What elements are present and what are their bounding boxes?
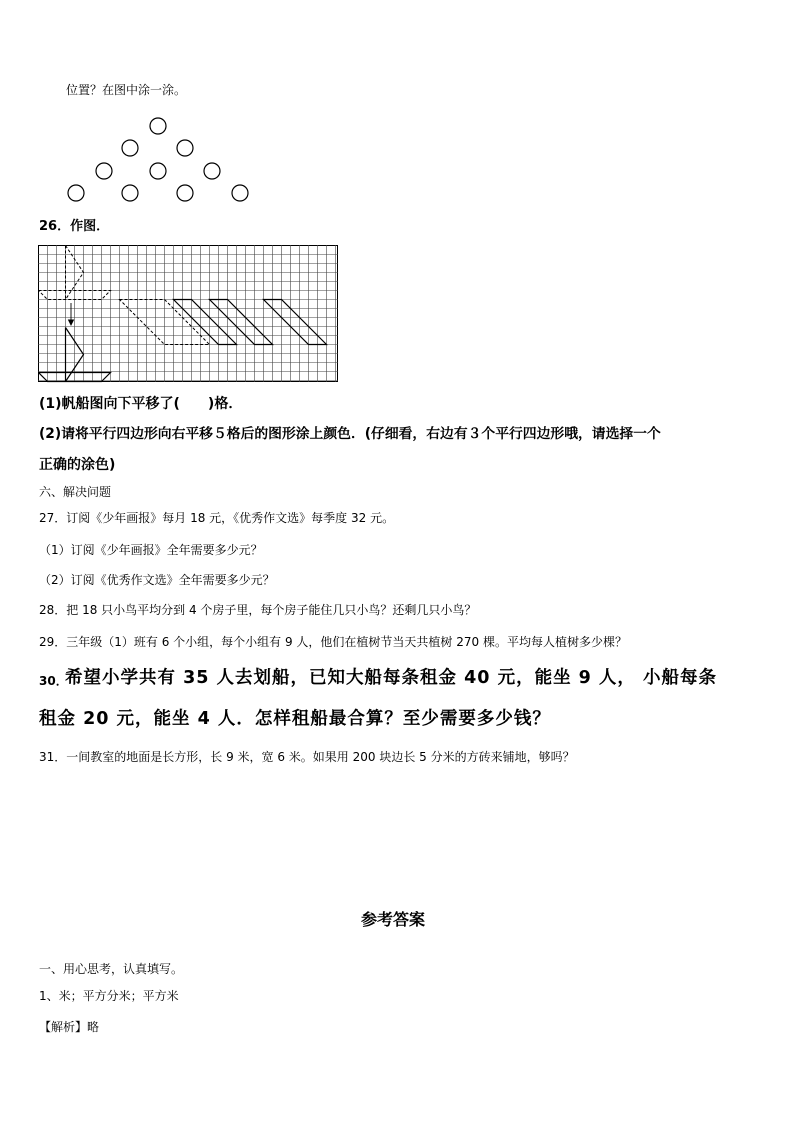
circle: [150, 163, 166, 179]
q26-sub2-line2: 正确的涂色): [39, 457, 116, 473]
answers-section1: 一、用心思考，认真填写。: [39, 962, 184, 976]
section6-title: 六、解决问题: [39, 485, 112, 499]
q26-heading: 26．作图．: [39, 219, 110, 234]
q30-line1: 希望小学共有 35 人去划船，已知大船每条租金 40 元，能坐 9 人， 小船每条: [65, 668, 718, 688]
q29: 29．三年级（1）班有 6 个小组，每个小组有 9 人，他们在植树节当天共植树 270 棵。平均每人植树多少棵？: [39, 635, 627, 649]
answer-1: 1、米；平方分米；平方米: [39, 989, 179, 1003]
q30-line2: 租金 20 元，能坐 4 人．怎样租船最合算？至少需要多少钱？: [39, 709, 551, 729]
translation-grid: [38, 245, 338, 383]
q25-text: 位置？在图中涂一涂。: [66, 83, 187, 97]
q27-2: （2）订阅《优秀作文选》全年需要多少元？: [39, 573, 275, 587]
q26-sub2-line1: (2)请将平行四边形向右平移５格后的图形涂上颜色．(仔细看，右边有３个平行四边形哦，请选择一个: [39, 426, 661, 442]
q30-number: 30．: [39, 674, 68, 688]
q27: 27．订阅《少年画报》每月 18 元，《优秀作文选》每季度 32 元。: [39, 511, 395, 525]
circle: [122, 140, 138, 156]
circle: [150, 118, 166, 134]
q26-sub1: (1)帆船图向下平移了( )格．: [39, 396, 243, 412]
answers-title: 参考答案: [361, 910, 426, 929]
circle: [122, 185, 138, 201]
circle: [177, 185, 193, 201]
q31: 31．一间教室的地面是长方形，长 9 米，宽 6 米。如果用 200 块边长 5 分米的方砖来铺地，够吗？: [39, 750, 575, 764]
circle: [68, 185, 84, 201]
circle: [96, 163, 112, 179]
circle: [232, 185, 248, 201]
q28: 28．把 18 只小鸟平均分到 4 个房子里，每个房子能住几只小鸟？还剩几只小鸟？: [39, 603, 477, 617]
q27-1: （1）订阅《少年画报》全年需要多少元？: [39, 543, 263, 557]
circle: [204, 163, 220, 179]
answer-analysis: 【解析】略: [39, 1020, 100, 1034]
circle: [177, 140, 193, 156]
